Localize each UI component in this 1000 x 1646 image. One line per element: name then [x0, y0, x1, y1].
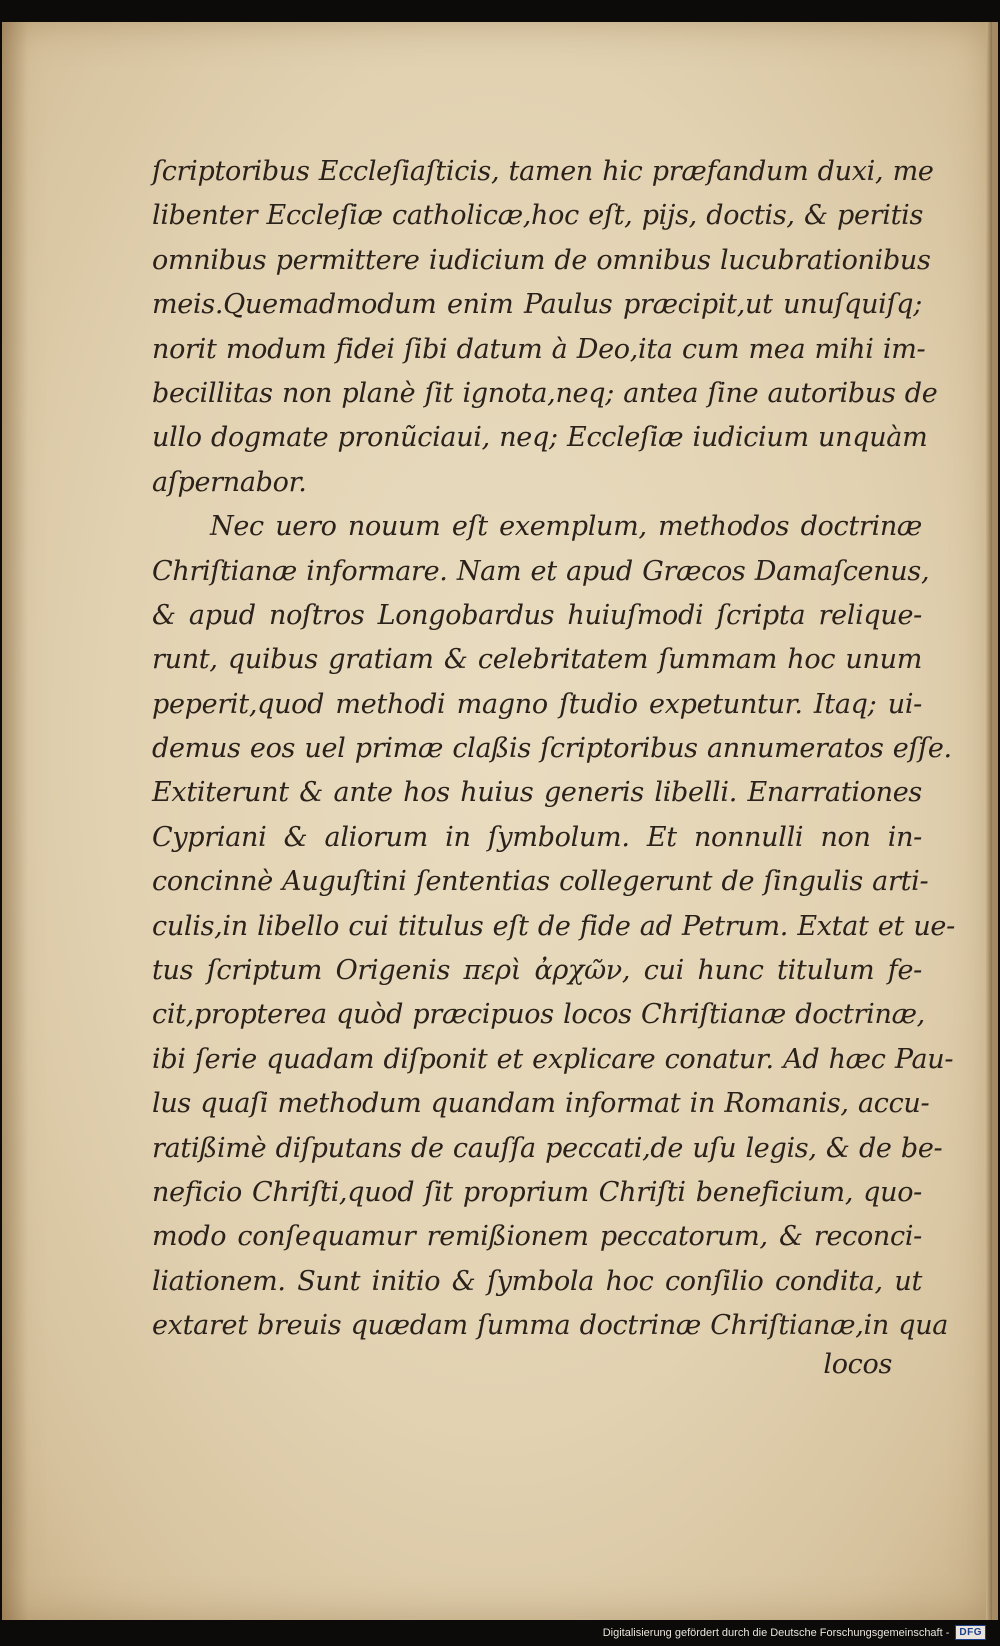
text-line: liationem. Sunt initio & ſymbola hoc conſilio condita, ut	[152, 1265, 922, 1297]
text-line: ratißimè diſputans de cauſſa peccati,de uſu legis, & de be-	[152, 1132, 943, 1164]
text-line: & apud noſtros Longobardus huiuſmodi ſcripta relique-	[152, 599, 922, 631]
book-page	[2, 22, 998, 1620]
text-line: runt, quibus gratiam & celebritatem ſummam hoc unum	[152, 644, 922, 676]
text-line: neficio Chriſti,quod ſit proprium Chriſti beneficium, quo-	[152, 1176, 922, 1208]
digitization-footer	[603, 1625, 986, 1640]
text-line: Chriſtianæ informare. Nam et apud Græcos Damaſcenus,	[152, 555, 930, 587]
text-line: ullo dogmate pronũciaui, neq; Eccleſiæ iudicium unquàm	[152, 422, 928, 454]
text-line: lus quaſi methodum quandam informat in Romanis, accu-	[152, 1088, 930, 1120]
text-line: tus ſcriptum Origenis περὶ ἀρχῶν, cui hunc titulum fe-	[152, 955, 922, 987]
text-line: culis,in libello cui titulus eſt de fide ad Petrum. Extat et ue-	[152, 910, 955, 942]
text-line: ſcriptoribus Eccleſiaſticis, tamen hic præfandum duxi, me	[152, 156, 934, 187]
text-line: extaret breuis quædam ſumma doctrinæ Chriſtianæ,in qua	[152, 1310, 949, 1342]
catchword: locos	[823, 1348, 892, 1380]
dfg-logo: DFG	[955, 1625, 986, 1640]
text-line: demus eos uel primæ claßis ſcriptoribus annumeratos eſſe.	[152, 733, 952, 765]
text-line: ibi ſerie quadam diſponit et explicare conatur. Ad hæc Pau-	[152, 1043, 954, 1075]
text-line: norit modum fidei ſibi datum à Deo,ita cum mea mihi im-	[152, 333, 926, 365]
text-line: concinnè Auguſtini ſententias collegerunt de ſingulis arti-	[152, 866, 929, 898]
text-line: omnibus permittere iudicium de omnibus lucubrationibus	[152, 244, 931, 276]
text-line: Cypriani & aliorum in ſymbolum. Et nonnulli non in-	[152, 821, 922, 853]
text-line: cit,propterea quòd præcipuos locos Chriſtianæ doctrinæ,	[152, 999, 925, 1031]
text-line: meis.Quemadmodum enim Paulus præcipit,ut unuſquiſq;	[152, 289, 922, 321]
text-line: aſpernabor.	[152, 466, 307, 498]
funding-note: Digitalisierung gefördert durch die Deutsche Forschungsgemeinschaft -	[602, 1626, 950, 1639]
text-line: becillitas non planè ſit ignota,neq; antea ſine autoribus de	[152, 377, 938, 409]
body-text	[152, 150, 955, 1387]
text-line: libenter Eccleſiæ catholicæ,hoc eſt, pijs, doctis, & peritis	[152, 200, 924, 232]
text-line: Extiterunt & ante hos huius generis libelli. Enarrationes	[152, 777, 922, 809]
page-edge	[986, 22, 992, 1620]
text-line: modo conſequamur remißionem peccatorum, & reconci-	[152, 1221, 922, 1253]
text-line: peperit,quod methodi magno ſtudio expetuntur. Itaq; ui-	[152, 688, 922, 720]
paragraph-start-line: Nec uero nouum eſt exemplum, methodos doctrinæ	[210, 511, 922, 543]
